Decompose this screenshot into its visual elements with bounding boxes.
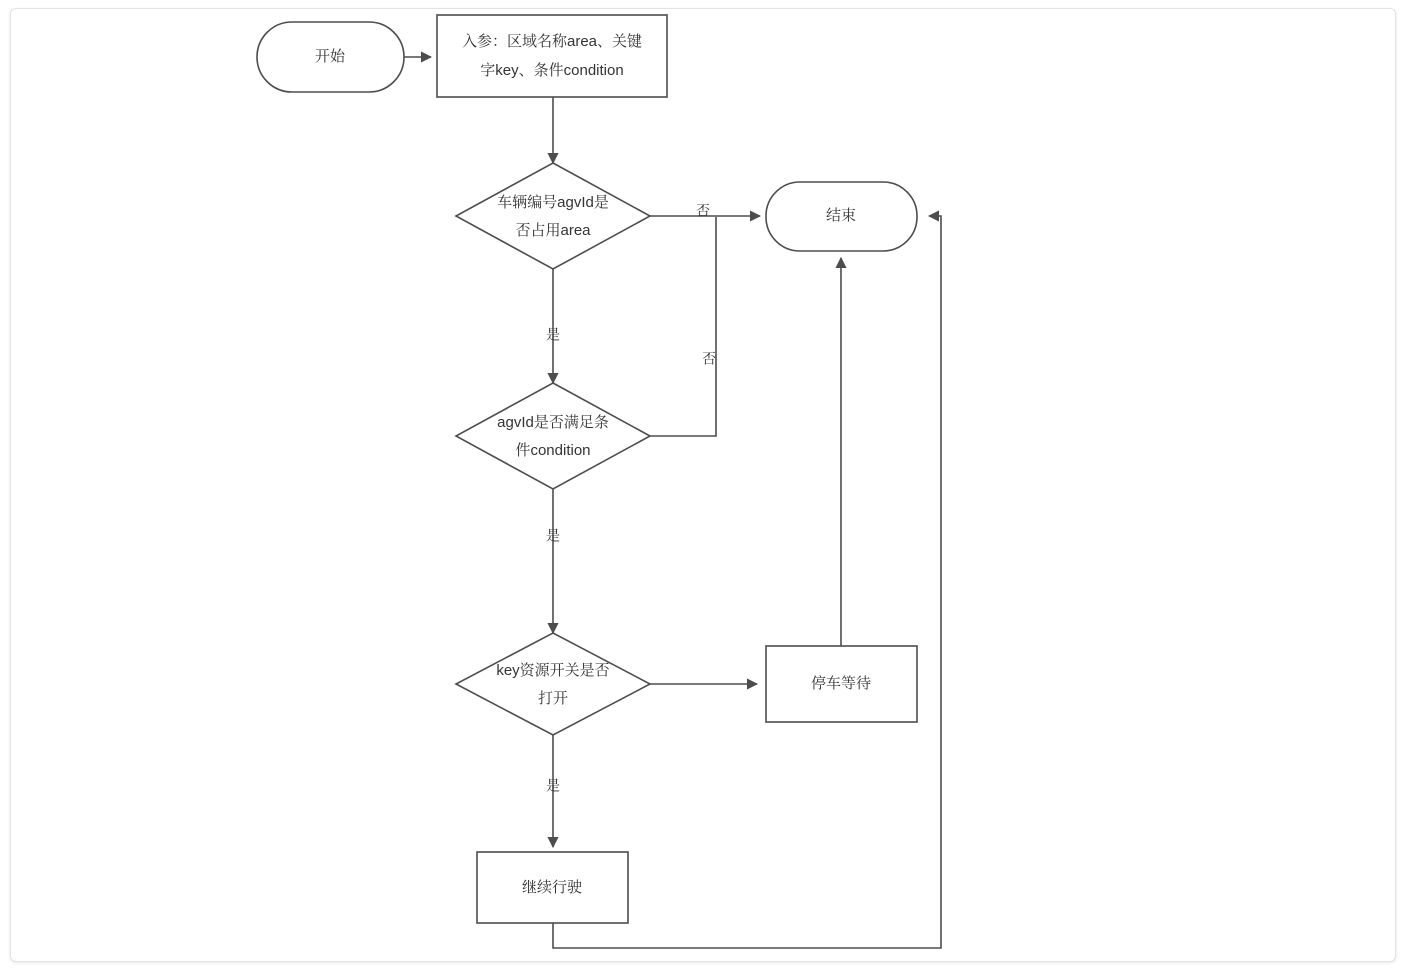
node-decision-key[interactable] (456, 633, 650, 735)
node-continue[interactable] (477, 852, 628, 923)
node-decision-key-label-line2: 打开 (537, 689, 569, 707)
node-decision-condition-label-line1: agvId是否满足条 (497, 413, 609, 431)
node-end[interactable] (766, 182, 917, 251)
edge-continue-to-end (553, 216, 941, 948)
node-wait[interactable] (766, 646, 917, 722)
edge-decision-condition-no-to-end (650, 217, 716, 436)
node-decision-area-label-line2: 否占用area (515, 221, 591, 239)
node-decision-condition[interactable] (456, 383, 650, 489)
node-params-label-line2: 字key、条件condition (480, 61, 624, 79)
edge-decision-area-yes-to-condition (546, 269, 560, 383)
node-decision-area[interactable] (456, 163, 650, 269)
edge-label-area-yes: 是 (546, 326, 560, 343)
edge-decision-condition-yes-to-key (546, 489, 560, 633)
node-decision-area-label-line1: 车辆编号agvId是 (497, 193, 609, 211)
edge-label-condition-yes: 是 (546, 527, 560, 544)
node-end-label: 结束 (825, 206, 857, 224)
node-start[interactable] (257, 22, 404, 92)
edge-label-key-yes: 是 (546, 777, 560, 794)
node-decision-condition-label-line2: 件condition (515, 441, 591, 459)
edge-decision-area-no-to-end (650, 203, 760, 219)
node-decision-key-label-line1: key资源开关是否 (496, 661, 610, 679)
node-wait-label: 停车等待 (810, 674, 872, 692)
node-params[interactable] (437, 15, 667, 97)
edge-decision-key-yes-to-continue (546, 735, 560, 847)
node-start-label: 开始 (314, 47, 346, 65)
node-params-label-line1: 入参：区域名称area、关键 (461, 32, 643, 50)
edge-label-condition-no: 否 (702, 350, 716, 367)
edge-label-area-no: 否 (696, 202, 710, 219)
node-continue-label: 继续行驶 (521, 878, 583, 896)
